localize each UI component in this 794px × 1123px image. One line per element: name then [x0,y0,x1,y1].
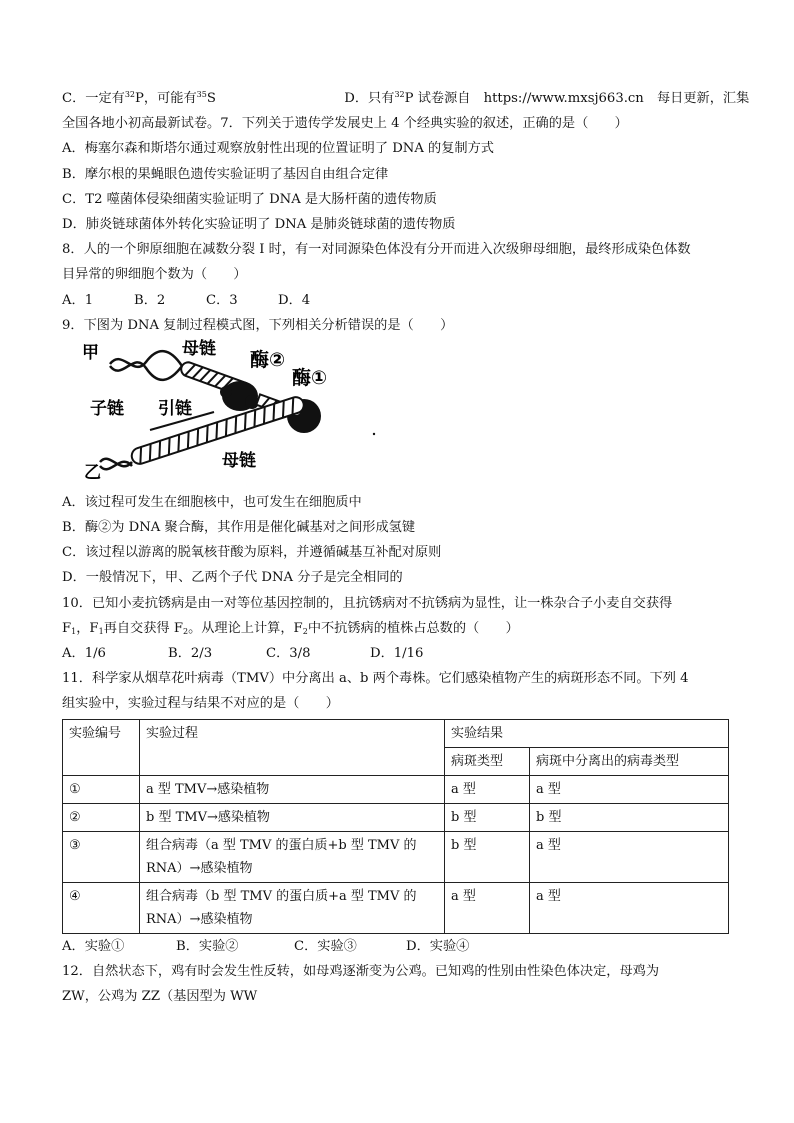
q9-option-a: A．该过程可发生在细胞核中，也可发生在细胞质中 [62,494,362,510]
header-lesion-type: 病斑类型 [445,747,530,775]
q7-option-d: D．肺炎链球菌体外转化实验证明了 DNA 是肺炎链球菌的遗传物质 [62,216,456,232]
dna-replication-diagram [82,338,382,484]
q9-stem: 9．下图为 DNA 复制过程模式图，下列相关分析错误的是（ ） [62,317,454,333]
q12-stem-cont: ZW，公鸡为 ZZ（基因型为 WW [62,988,258,1004]
q10-options [62,641,732,666]
cell-process: 组合病毒（b 型 TMV 的蛋白质+a 型 TMV 的 RNA）→感染植物 [140,882,445,933]
table-row [63,831,729,882]
cell-lesion-type: a 型 [445,775,530,803]
q8-option-b: B．2 [134,292,166,308]
header-experiment-no: 实验编号 [63,719,140,775]
cell-no: ③ [63,831,140,882]
q10-option-c: C．3/8 [266,646,311,661]
cell-virus-type: a 型 [530,775,729,803]
cell-lesion-type: a 型 [445,882,530,933]
cell-process: 组合病毒（a 型 TMV 的蛋白质+b 型 TMV 的 RNA）→感染植物 [140,831,445,882]
label-mother-strand-top: 母链 [182,338,216,359]
q11-stem: 11．科学家从烟草花叶病毒（TMV）中分离出 a、b 两个毒株。它们感染植物产生的病斑形态不同。下列 4 [62,671,689,687]
q8-option-d: D．4 [278,292,311,308]
table-row [63,803,729,831]
q9-option-c: C．该过程以游离的脱氧核苷酸为原料，并遵循碱基互补配对原则 [62,545,442,561]
q11-option-b: B．实验② [176,938,239,954]
q8-stem: 8．人的一个卵原细胞在减数分裂 I 时，有一对同源染色体没有分开而进入次级卵母细胞，最终形成染色体数 [62,242,691,258]
q10-stem-cont: $F_1$，$F_1$再自交获得 $F_2$。从理论上计算，$F_2$中不抗锈病的植株占总数的（ ） [62,620,519,636]
q10-option-a: A．1/6 [62,646,106,661]
q10-stem: 10．已知小麦抗锈病是由一对等位基因控制的，且抗锈病对不抗锈病为显性，让一株杂合子小麦自交获得 [62,595,673,611]
q8-options [62,288,732,313]
table-header-row [63,719,729,747]
q7-option-b: B．摩尔根的果蝇眼色遗传实验证明了基因自由组合定律 [62,166,389,182]
label-yi: 乙 [84,462,101,483]
q8-option-c: C．3 [206,292,238,308]
exam-page [62,86,750,1009]
q6-option-d: D．只有$^{32}$P 试卷源自 https://www.mxsj663.cn 每日更新，汇集 [344,90,750,106]
label-mother-strand-bottom: 母链 [222,450,256,471]
cell-lesion-type: b 型 [445,803,530,831]
label-primer-strand: 引链 [158,398,192,419]
q6-options-line [62,86,750,111]
header-experiment-process: 实验过程 [140,719,445,775]
experiment-table [62,719,729,934]
q10-option-d: D．1/16 [370,646,424,661]
table-row [63,775,729,803]
q8-option-a: A．1 [62,292,94,308]
cell-no: ④ [63,882,140,933]
q7-stem: 全国各地小初高最新试卷。7．下列关于遗传学发展史上 4 个经典实验的叙述，正确的是（ ） [62,116,628,132]
cell-virus-type: a 型 [530,882,729,933]
q12-stem: 12．自然状态下，鸡有时会发生性反转，如母鸡逐渐变为公鸡。已知鸡的性别由性染色体决定，母鸡为 [62,963,660,979]
q11-option-c: C．实验③ [294,938,357,954]
label-enzyme-1: 酶① [292,366,328,389]
cell-no: ② [63,803,140,831]
q11-options [62,934,732,959]
cell-process: b 型 TMV→感染植物 [140,803,445,831]
cell-virus-type: b 型 [530,803,729,831]
q10-option-b: B．2/3 [168,646,213,661]
label-daughter-strand: 子链 [90,398,124,419]
q9-option-d: D．一般情况下，甲、乙两个子代 DNA 分子是完全相同的 [62,570,403,586]
dna-replication-figure [62,338,732,486]
q11-option-d: D．实验④ [406,938,470,954]
header-experiment-result: 实验结果 [445,719,729,747]
q11-option-a: A．实验① [62,938,125,954]
cell-virus-type: a 型 [530,831,729,882]
label-enzyme-2: 酶② [250,348,286,371]
cell-lesion-type: b 型 [445,831,530,882]
q11-stem-cont: 组实验中，实验过程与结果不对应的是（ ） [62,696,339,712]
q7-option-c: C．T2 噬菌体侵染细菌实验证明了 DNA 是大肠杆菌的遗传物质 [62,191,437,207]
cell-process: a 型 TMV→感染植物 [140,775,445,803]
q8-stem-cont: 目异常的卵细胞个数为（ ） [62,267,247,283]
q7-option-a: A．梅塞尔森和斯塔尔通过观察放射性出现的位置证明了 DNA 的复制方式 [62,141,494,157]
q6-option-c: C．一定有$^{32}$P，可能有$^{35}$S [62,90,216,106]
table-row [63,882,729,933]
q9-option-b: B．酶②为 DNA 聚合酶，其作用是催化碱基对之间形成氢键 [62,520,416,536]
cell-no: ① [63,775,140,803]
header-isolated-virus-type: 病斑中分离出的病毒类型 [530,747,729,775]
label-jia: 甲 [82,342,99,363]
